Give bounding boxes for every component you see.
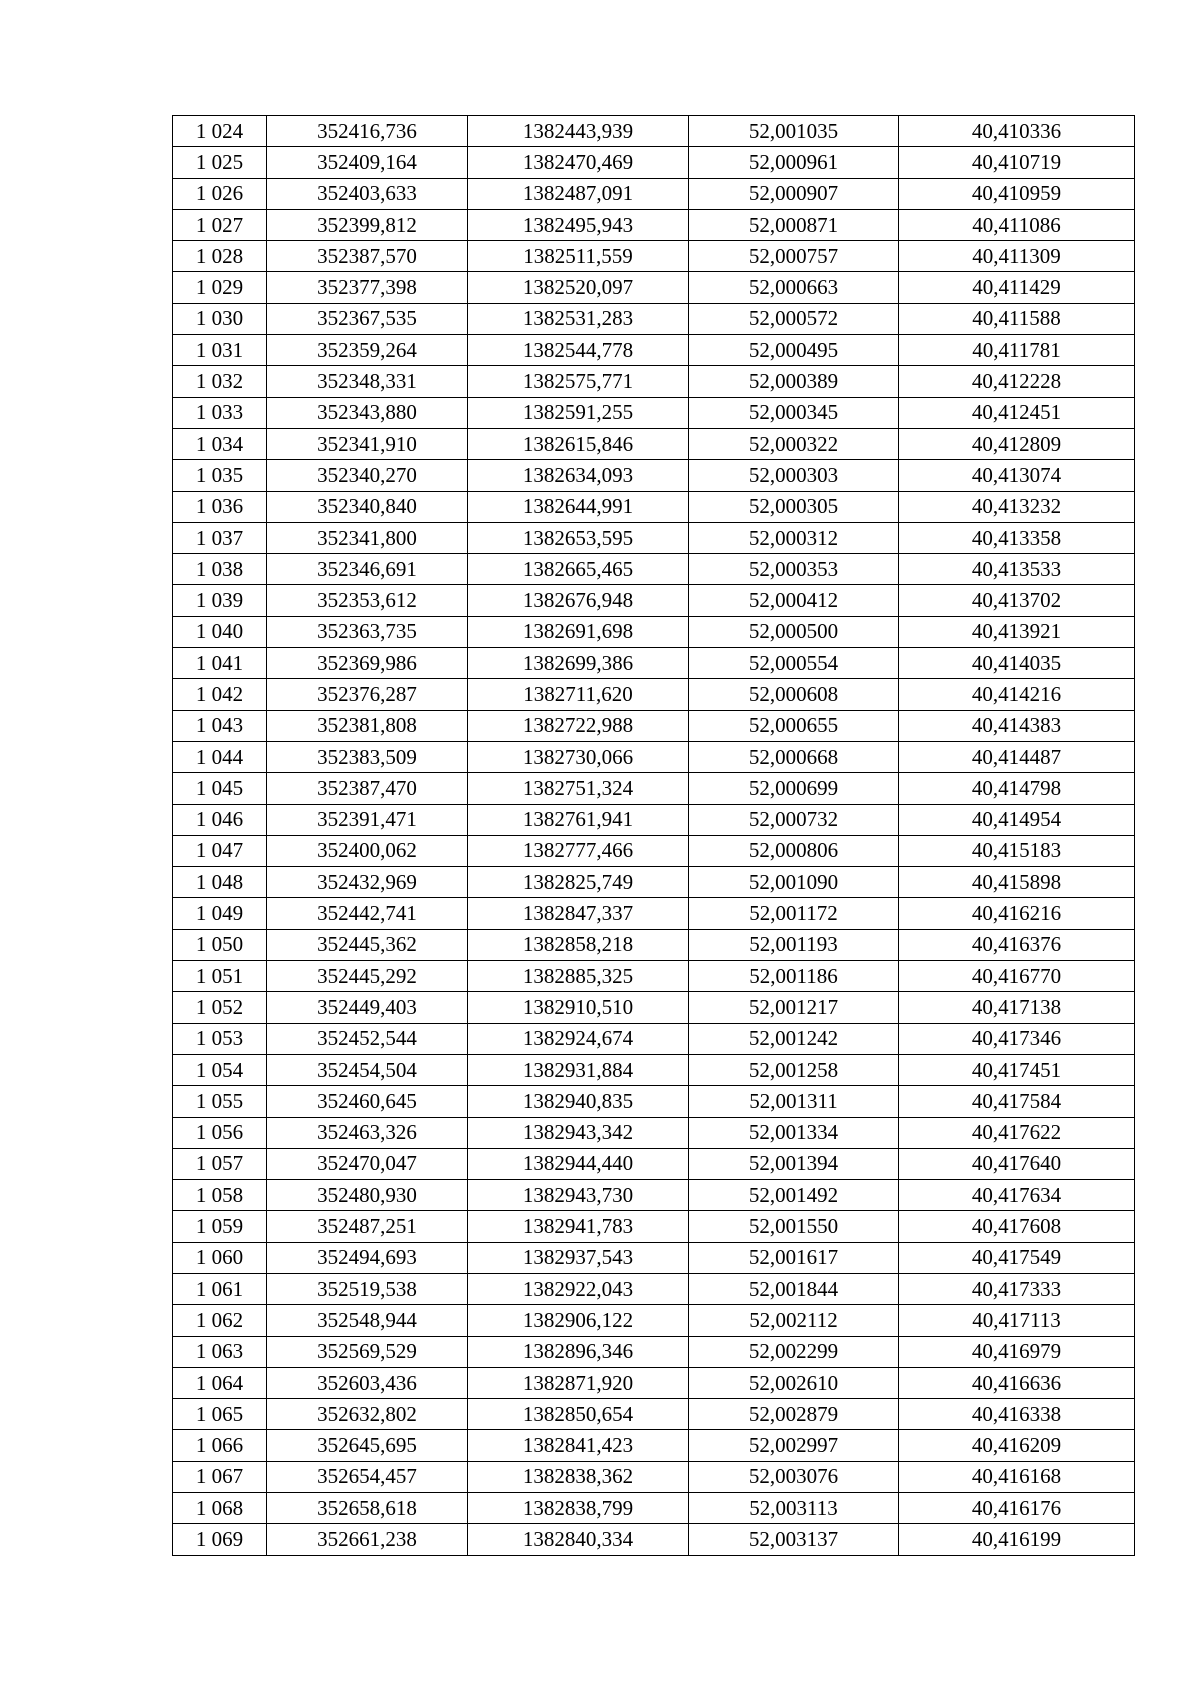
point-number-cell: 1 032	[173, 366, 267, 397]
x-coordinate-cell: 352445,292	[267, 961, 468, 992]
latitude-cell: 52,003113	[689, 1493, 899, 1524]
y-coordinate-cell: 1382644,991	[468, 491, 689, 522]
y-coordinate-cell: 1382511,559	[468, 241, 689, 272]
point-number-cell: 1 047	[173, 835, 267, 866]
longitude-cell: 40,413702	[899, 585, 1135, 616]
table-row	[173, 616, 1135, 647]
y-coordinate-cell: 1382943,730	[468, 1180, 689, 1211]
latitude-cell: 52,000353	[689, 554, 899, 585]
x-coordinate-cell: 352343,880	[267, 397, 468, 428]
latitude-cell: 52,000345	[689, 397, 899, 428]
table-row	[173, 992, 1135, 1023]
longitude-cell: 40,411086	[899, 209, 1135, 240]
table-row	[173, 1086, 1135, 1117]
table-row	[173, 1054, 1135, 1085]
latitude-cell: 52,002879	[689, 1399, 899, 1430]
y-coordinate-cell: 1382520,097	[468, 272, 689, 303]
point-number-cell: 1 061	[173, 1273, 267, 1304]
y-coordinate-cell: 1382937,543	[468, 1242, 689, 1273]
y-coordinate-cell: 1382871,920	[468, 1367, 689, 1398]
x-coordinate-cell: 352376,287	[267, 679, 468, 710]
y-coordinate-cell: 1382751,324	[468, 773, 689, 804]
x-coordinate-cell: 352416,736	[267, 116, 468, 147]
latitude-cell: 52,001090	[689, 867, 899, 898]
latitude-cell: 52,000871	[689, 209, 899, 240]
x-coordinate-cell: 352603,436	[267, 1367, 468, 1398]
point-number-cell: 1 027	[173, 209, 267, 240]
point-number-cell: 1 062	[173, 1305, 267, 1336]
point-number-cell: 1 033	[173, 397, 267, 428]
y-coordinate-cell: 1382910,510	[468, 992, 689, 1023]
latitude-cell: 52,000500	[689, 616, 899, 647]
latitude-cell: 52,001258	[689, 1054, 899, 1085]
table-row	[173, 1117, 1135, 1148]
table-row	[173, 335, 1135, 366]
y-coordinate-cell: 1382730,066	[468, 741, 689, 772]
table-row	[173, 1273, 1135, 1304]
x-coordinate-cell: 352632,802	[267, 1399, 468, 1430]
y-coordinate-cell: 1382885,325	[468, 961, 689, 992]
y-coordinate-cell: 1382575,771	[468, 366, 689, 397]
longitude-cell: 40,414487	[899, 741, 1135, 772]
longitude-cell: 40,414383	[899, 710, 1135, 741]
table-row	[173, 1180, 1135, 1211]
x-coordinate-cell: 352658,618	[267, 1493, 468, 1524]
longitude-cell: 40,413533	[899, 554, 1135, 585]
point-number-cell: 1 037	[173, 522, 267, 553]
y-coordinate-cell: 1382940,835	[468, 1086, 689, 1117]
longitude-cell: 40,412228	[899, 366, 1135, 397]
table-row	[173, 804, 1135, 835]
x-coordinate-cell: 352348,331	[267, 366, 468, 397]
table-row	[173, 867, 1135, 898]
x-coordinate-cell: 352359,264	[267, 335, 468, 366]
x-coordinate-cell: 352340,270	[267, 460, 468, 491]
point-number-cell: 1 068	[173, 1493, 267, 1524]
longitude-cell: 40,417333	[899, 1273, 1135, 1304]
longitude-cell: 40,413232	[899, 491, 1135, 522]
point-number-cell: 1 064	[173, 1367, 267, 1398]
table-row	[173, 1242, 1135, 1273]
latitude-cell: 52,002610	[689, 1367, 899, 1398]
y-coordinate-cell: 1382691,698	[468, 616, 689, 647]
latitude-cell: 52,000312	[689, 522, 899, 553]
latitude-cell: 52,001311	[689, 1086, 899, 1117]
y-coordinate-cell: 1382825,749	[468, 867, 689, 898]
x-coordinate-cell: 352387,570	[267, 241, 468, 272]
longitude-cell: 40,416376	[899, 929, 1135, 960]
point-number-cell: 1 050	[173, 929, 267, 960]
point-number-cell: 1 034	[173, 428, 267, 459]
latitude-cell: 52,001172	[689, 898, 899, 929]
latitude-cell: 52,000322	[689, 428, 899, 459]
table-row	[173, 1023, 1135, 1054]
y-coordinate-cell: 1382699,386	[468, 648, 689, 679]
y-coordinate-cell: 1382443,939	[468, 116, 689, 147]
x-coordinate-cell: 352487,251	[267, 1211, 468, 1242]
longitude-cell: 40,416209	[899, 1430, 1135, 1461]
table-row	[173, 648, 1135, 679]
point-number-cell: 1 051	[173, 961, 267, 992]
x-coordinate-cell: 352661,238	[267, 1524, 468, 1555]
y-coordinate-cell: 1382841,423	[468, 1430, 689, 1461]
longitude-cell: 40,410959	[899, 178, 1135, 209]
y-coordinate-cell: 1382943,342	[468, 1117, 689, 1148]
latitude-cell: 52,000608	[689, 679, 899, 710]
y-coordinate-cell: 1382544,778	[468, 335, 689, 366]
x-coordinate-cell: 352470,047	[267, 1148, 468, 1179]
point-number-cell: 1 039	[173, 585, 267, 616]
y-coordinate-cell: 1382941,783	[468, 1211, 689, 1242]
x-coordinate-cell: 352341,800	[267, 522, 468, 553]
y-coordinate-cell: 1382922,043	[468, 1273, 689, 1304]
point-number-cell: 1 048	[173, 867, 267, 898]
longitude-cell: 40,414216	[899, 679, 1135, 710]
latitude-cell: 52,001186	[689, 961, 899, 992]
x-coordinate-cell: 352403,633	[267, 178, 468, 209]
latitude-cell: 52,001492	[689, 1180, 899, 1211]
x-coordinate-cell: 352463,326	[267, 1117, 468, 1148]
point-number-cell: 1 045	[173, 773, 267, 804]
latitude-cell: 52,000303	[689, 460, 899, 491]
point-number-cell: 1 043	[173, 710, 267, 741]
latitude-cell: 52,002997	[689, 1430, 899, 1461]
x-coordinate-cell: 352442,741	[267, 898, 468, 929]
point-number-cell: 1 054	[173, 1054, 267, 1085]
table-row	[173, 366, 1135, 397]
point-number-cell: 1 053	[173, 1023, 267, 1054]
y-coordinate-cell: 1382838,799	[468, 1493, 689, 1524]
point-number-cell: 1 056	[173, 1117, 267, 1148]
point-number-cell: 1 035	[173, 460, 267, 491]
point-number-cell: 1 026	[173, 178, 267, 209]
table-row	[173, 679, 1135, 710]
latitude-cell: 52,000412	[689, 585, 899, 616]
longitude-cell: 40,416199	[899, 1524, 1135, 1555]
latitude-cell: 52,001394	[689, 1148, 899, 1179]
table-row	[173, 1524, 1135, 1555]
table-row	[173, 898, 1135, 929]
latitude-cell: 52,000554	[689, 648, 899, 679]
y-coordinate-cell: 1382896,346	[468, 1336, 689, 1367]
longitude-cell: 40,411429	[899, 272, 1135, 303]
point-number-cell: 1 025	[173, 147, 267, 178]
x-coordinate-cell: 352569,529	[267, 1336, 468, 1367]
x-coordinate-cell: 352480,930	[267, 1180, 468, 1211]
table-row	[173, 1430, 1135, 1461]
y-coordinate-cell: 1382944,440	[468, 1148, 689, 1179]
latitude-cell: 52,000907	[689, 178, 899, 209]
longitude-cell: 40,413921	[899, 616, 1135, 647]
table-row	[173, 522, 1135, 553]
point-number-cell: 1 055	[173, 1086, 267, 1117]
longitude-cell: 40,417608	[899, 1211, 1135, 1242]
table-row	[173, 585, 1135, 616]
y-coordinate-cell: 1382838,362	[468, 1461, 689, 1492]
x-coordinate-cell: 352548,944	[267, 1305, 468, 1336]
latitude-cell: 52,001242	[689, 1023, 899, 1054]
longitude-cell: 40,411781	[899, 335, 1135, 366]
latitude-cell: 52,001217	[689, 992, 899, 1023]
latitude-cell: 52,000806	[689, 835, 899, 866]
point-number-cell: 1 031	[173, 335, 267, 366]
y-coordinate-cell: 1382591,255	[468, 397, 689, 428]
point-number-cell: 1 058	[173, 1180, 267, 1211]
x-coordinate-cell: 352432,969	[267, 867, 468, 898]
longitude-cell: 40,411588	[899, 303, 1135, 334]
point-number-cell: 1 069	[173, 1524, 267, 1555]
point-number-cell: 1 066	[173, 1430, 267, 1461]
longitude-cell: 40,416176	[899, 1493, 1135, 1524]
table-row	[173, 397, 1135, 428]
x-coordinate-cell: 352346,691	[267, 554, 468, 585]
y-coordinate-cell: 1382495,943	[468, 209, 689, 240]
longitude-cell: 40,417640	[899, 1148, 1135, 1179]
longitude-cell: 40,410719	[899, 147, 1135, 178]
y-coordinate-cell: 1382906,122	[468, 1305, 689, 1336]
table-row	[173, 741, 1135, 772]
table-row	[173, 1399, 1135, 1430]
table-row	[173, 303, 1135, 334]
latitude-cell: 52,001193	[689, 929, 899, 960]
y-coordinate-cell: 1382847,337	[468, 898, 689, 929]
y-coordinate-cell: 1382653,595	[468, 522, 689, 553]
table-row	[173, 1148, 1135, 1179]
x-coordinate-cell: 352381,808	[267, 710, 468, 741]
point-number-cell: 1 049	[173, 898, 267, 929]
table-row	[173, 272, 1135, 303]
table-row	[173, 1367, 1135, 1398]
x-coordinate-cell: 352399,812	[267, 209, 468, 240]
table-row	[173, 710, 1135, 741]
x-coordinate-cell: 352409,164	[267, 147, 468, 178]
longitude-cell: 40,412451	[899, 397, 1135, 428]
latitude-cell: 52,000495	[689, 335, 899, 366]
x-coordinate-cell: 352340,840	[267, 491, 468, 522]
x-coordinate-cell: 352377,398	[267, 272, 468, 303]
point-number-cell: 1 057	[173, 1148, 267, 1179]
table-row	[173, 491, 1135, 522]
coordinates-table	[172, 115, 1135, 1556]
latitude-cell: 52,001550	[689, 1211, 899, 1242]
y-coordinate-cell: 1382665,465	[468, 554, 689, 585]
longitude-cell: 40,415183	[899, 835, 1135, 866]
point-number-cell: 1 063	[173, 1336, 267, 1367]
latitude-cell: 52,000663	[689, 272, 899, 303]
point-number-cell: 1 040	[173, 616, 267, 647]
longitude-cell: 40,416168	[899, 1461, 1135, 1492]
longitude-cell: 40,414035	[899, 648, 1135, 679]
table-row	[173, 961, 1135, 992]
y-coordinate-cell: 1382531,283	[468, 303, 689, 334]
point-number-cell: 1 036	[173, 491, 267, 522]
latitude-cell: 52,000655	[689, 710, 899, 741]
y-coordinate-cell: 1382858,218	[468, 929, 689, 960]
x-coordinate-cell: 352387,470	[267, 773, 468, 804]
y-coordinate-cell: 1382931,884	[468, 1054, 689, 1085]
longitude-cell: 40,415898	[899, 867, 1135, 898]
x-coordinate-cell: 352353,612	[267, 585, 468, 616]
table-row	[173, 1336, 1135, 1367]
longitude-cell: 40,416979	[899, 1336, 1135, 1367]
latitude-cell: 52,002299	[689, 1336, 899, 1367]
longitude-cell: 40,417113	[899, 1305, 1135, 1336]
coordinates-table-body	[173, 116, 1135, 1556]
y-coordinate-cell: 1382711,620	[468, 679, 689, 710]
longitude-cell: 40,417138	[899, 992, 1135, 1023]
x-coordinate-cell: 352654,457	[267, 1461, 468, 1492]
latitude-cell: 52,001035	[689, 116, 899, 147]
x-coordinate-cell: 352369,986	[267, 648, 468, 679]
table-row	[173, 554, 1135, 585]
longitude-cell: 40,416770	[899, 961, 1135, 992]
y-coordinate-cell: 1382487,091	[468, 178, 689, 209]
longitude-cell: 40,414798	[899, 773, 1135, 804]
latitude-cell: 52,000668	[689, 741, 899, 772]
y-coordinate-cell: 1382615,846	[468, 428, 689, 459]
table-row	[173, 1461, 1135, 1492]
longitude-cell: 40,417451	[899, 1054, 1135, 1085]
longitude-cell: 40,410336	[899, 116, 1135, 147]
x-coordinate-cell: 352519,538	[267, 1273, 468, 1304]
table-row	[173, 241, 1135, 272]
point-number-cell: 1 042	[173, 679, 267, 710]
latitude-cell: 52,001844	[689, 1273, 899, 1304]
x-coordinate-cell: 352494,693	[267, 1242, 468, 1273]
x-coordinate-cell: 352391,471	[267, 804, 468, 835]
point-number-cell: 1 052	[173, 992, 267, 1023]
latitude-cell: 52,001617	[689, 1242, 899, 1273]
latitude-cell: 52,001334	[689, 1117, 899, 1148]
y-coordinate-cell: 1382676,948	[468, 585, 689, 616]
x-coordinate-cell: 352383,509	[267, 741, 468, 772]
table-row	[173, 178, 1135, 209]
longitude-cell: 40,416216	[899, 898, 1135, 929]
point-number-cell: 1 067	[173, 1461, 267, 1492]
x-coordinate-cell: 352367,535	[267, 303, 468, 334]
latitude-cell: 52,000757	[689, 241, 899, 272]
x-coordinate-cell: 352445,362	[267, 929, 468, 960]
longitude-cell: 40,416338	[899, 1399, 1135, 1430]
x-coordinate-cell: 352460,645	[267, 1086, 468, 1117]
point-number-cell: 1 028	[173, 241, 267, 272]
table-row	[173, 428, 1135, 459]
y-coordinate-cell: 1382840,334	[468, 1524, 689, 1555]
longitude-cell: 40,413074	[899, 460, 1135, 491]
table-row	[173, 1493, 1135, 1524]
table-row	[173, 835, 1135, 866]
latitude-cell: 52,000389	[689, 366, 899, 397]
y-coordinate-cell: 1382722,988	[468, 710, 689, 741]
table-row	[173, 1305, 1135, 1336]
longitude-cell: 40,417634	[899, 1180, 1135, 1211]
x-coordinate-cell: 352400,062	[267, 835, 468, 866]
y-coordinate-cell: 1382761,941	[468, 804, 689, 835]
x-coordinate-cell: 352454,504	[267, 1054, 468, 1085]
point-number-cell: 1 044	[173, 741, 267, 772]
point-number-cell: 1 029	[173, 272, 267, 303]
x-coordinate-cell: 352449,403	[267, 992, 468, 1023]
latitude-cell: 52,003137	[689, 1524, 899, 1555]
table-row	[173, 147, 1135, 178]
longitude-cell: 40,417549	[899, 1242, 1135, 1273]
table-row	[173, 773, 1135, 804]
point-number-cell: 1 024	[173, 116, 267, 147]
table-row	[173, 1211, 1135, 1242]
latitude-cell: 52,002112	[689, 1305, 899, 1336]
y-coordinate-cell: 1382850,654	[468, 1399, 689, 1430]
longitude-cell: 40,417622	[899, 1117, 1135, 1148]
x-coordinate-cell: 352452,544	[267, 1023, 468, 1054]
x-coordinate-cell: 352645,695	[267, 1430, 468, 1461]
point-number-cell: 1 046	[173, 804, 267, 835]
latitude-cell: 52,000572	[689, 303, 899, 334]
point-number-cell: 1 060	[173, 1242, 267, 1273]
y-coordinate-cell: 1382777,466	[468, 835, 689, 866]
table-row	[173, 209, 1135, 240]
table-row	[173, 116, 1135, 147]
point-number-cell: 1 030	[173, 303, 267, 334]
point-number-cell: 1 038	[173, 554, 267, 585]
longitude-cell: 40,417346	[899, 1023, 1135, 1054]
table-row	[173, 460, 1135, 491]
longitude-cell: 40,417584	[899, 1086, 1135, 1117]
latitude-cell: 52,003076	[689, 1461, 899, 1492]
latitude-cell: 52,000305	[689, 491, 899, 522]
point-number-cell: 1 065	[173, 1399, 267, 1430]
point-number-cell: 1 059	[173, 1211, 267, 1242]
latitude-cell: 52,000961	[689, 147, 899, 178]
longitude-cell: 40,412809	[899, 428, 1135, 459]
latitude-cell: 52,000732	[689, 804, 899, 835]
longitude-cell: 40,413358	[899, 522, 1135, 553]
y-coordinate-cell: 1382924,674	[468, 1023, 689, 1054]
y-coordinate-cell: 1382470,469	[468, 147, 689, 178]
y-coordinate-cell: 1382634,093	[468, 460, 689, 491]
longitude-cell: 40,416636	[899, 1367, 1135, 1398]
x-coordinate-cell: 352363,735	[267, 616, 468, 647]
longitude-cell: 40,411309	[899, 241, 1135, 272]
table-row	[173, 929, 1135, 960]
longitude-cell: 40,414954	[899, 804, 1135, 835]
x-coordinate-cell: 352341,910	[267, 428, 468, 459]
latitude-cell: 52,000699	[689, 773, 899, 804]
point-number-cell: 1 041	[173, 648, 267, 679]
